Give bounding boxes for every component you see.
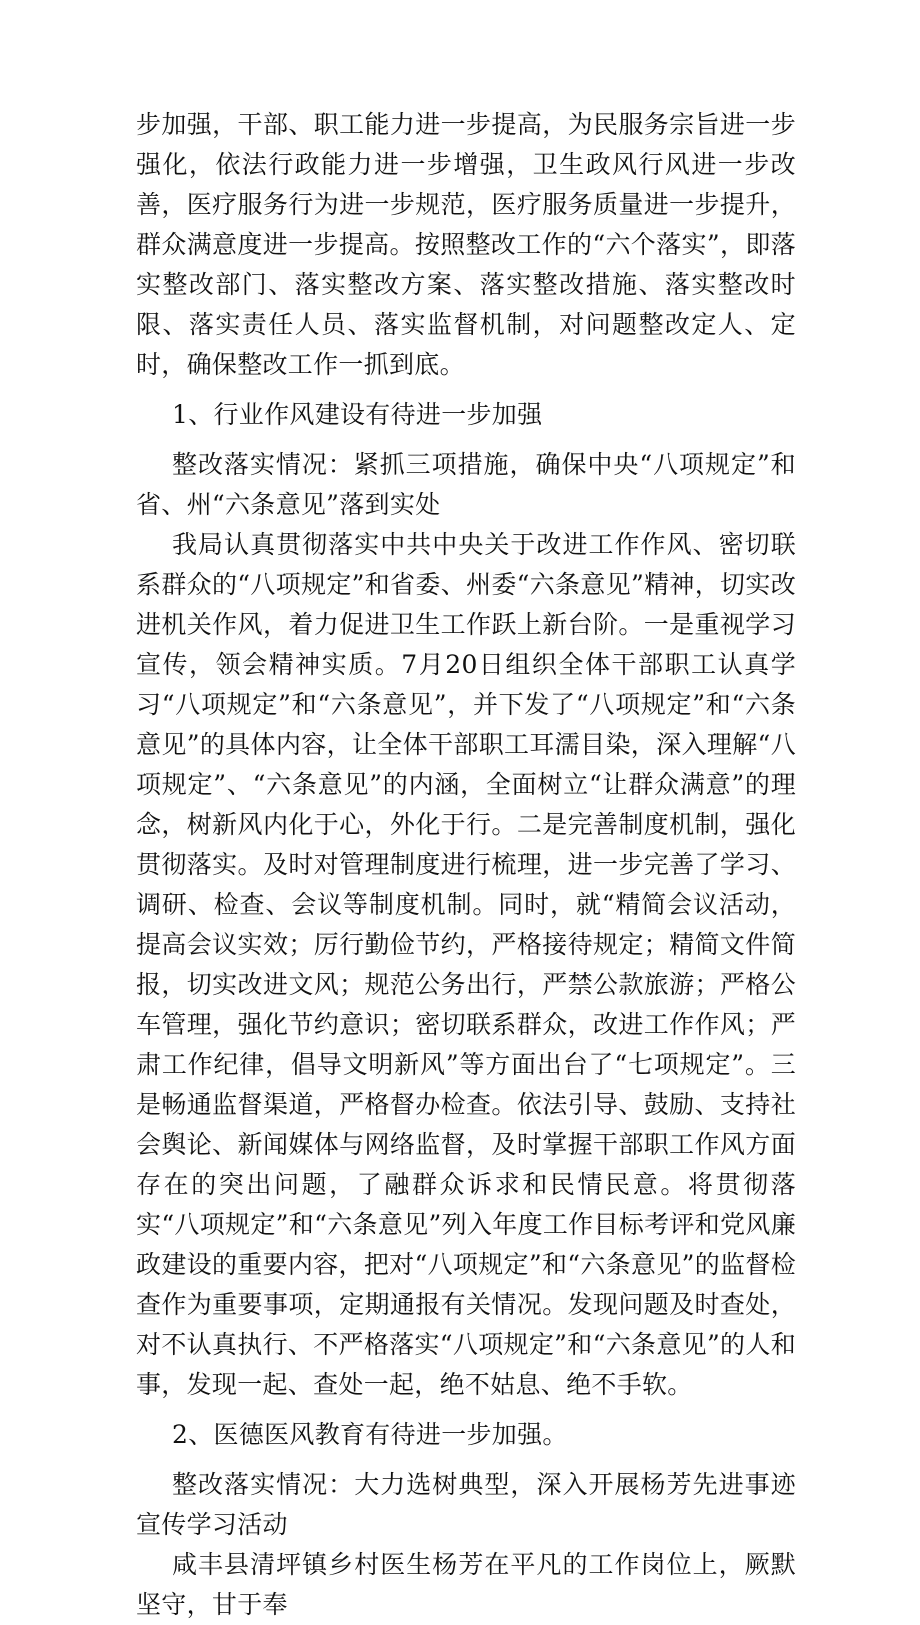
rectification-summary-1: 整改落实情况：紧抓三项措施，确保中央“八项规定”和省、州“六条意见”落到实处: [136, 450, 796, 519]
rectification-summary-2: 整改落实情况：大力选树典型，深入开展杨芳先进事迹宣传学习活动: [136, 1470, 796, 1539]
paragraph-intro: 步加强，干部、职工能力进一步提高，为民服务宗旨进一步强化，依法行政能力进一步增强，卫生政风行风进一步改善，医疗服务行为进一步规范，医疗服务质量进一步提升，群众满意度进一步提高。按照整改工作的“六个落实”，即落实整改部门、落实整改方案、落实整改措施、落实整改时限、落实责任人员、落实监督机制，对问题整改定人、定时，确保整改工作一抓到底。: [136, 110, 796, 379]
paragraph-body-1: 我局认真贯彻落实中共中央关于改进工作作风、密切联系群众的“八项规定”和省委、州委“六条意见”精神，切实改进机关作风，着力促进卫生工作跃上新台阶。一是重视学习宣传，领会精神实质。7月20日组织全体干部职工认真学习“八项规定”和“六条意见”，并下发了“八项规定”和“六条意见”的具体内容，让全体干部职工耳濡目染，深入理解“八项规定”、“六条意见”的内涵，全面树立“让群众满意”的理念，树新风内化于心，外化于行。二是完善制度机制，强化贯彻落实。及时对管理制度进行梳理，进一步完善了学习、调研、检查、会议等制度机制。同时，就“精简会议活动，提高会议实效；厉行勤俭节约，严格接待规定；精简文件简报，切实改进文风；规范公务出行，严禁公款旅游；严格公车管理，强化节约意识；密切联系群众，改进工作作风；严肃工作纪律，倡导文明新风”等方面出台了“七项规定”。三是畅通监督渠道，严格督办检查。依法引导、鼓励、支持社会舆论、新闻媒体与网络监督，及时掌握干部职工作风方面存在的突出问题，了融群众诉求和民情民意。将贯彻落实“八项规定”和“六条意见”列入年度工作目标考评和党风廉政建设的重要内容，把对“八项规定”和“六条意见”的监督检查作为重要事项，定期通报有关情况。发现问题及时查处，对不认真执行、不严格落实“八项规定”和“六条意见”的人和事，发现一起、查处一起，绝不姑息、绝不手软。: [136, 530, 796, 1399]
section-heading-1: 1、行业作风建设有待进一步加强: [172, 400, 543, 429]
document-page: [136, 105, 796, 1625]
section-heading-2: 2、医德医风教育有待进一步加强。: [172, 1420, 568, 1449]
paragraph-body-2: 咸丰县清坪镇乡村医生杨芳在平凡的工作岗位上，厥默坚守，甘于奉: [136, 1550, 796, 1619]
